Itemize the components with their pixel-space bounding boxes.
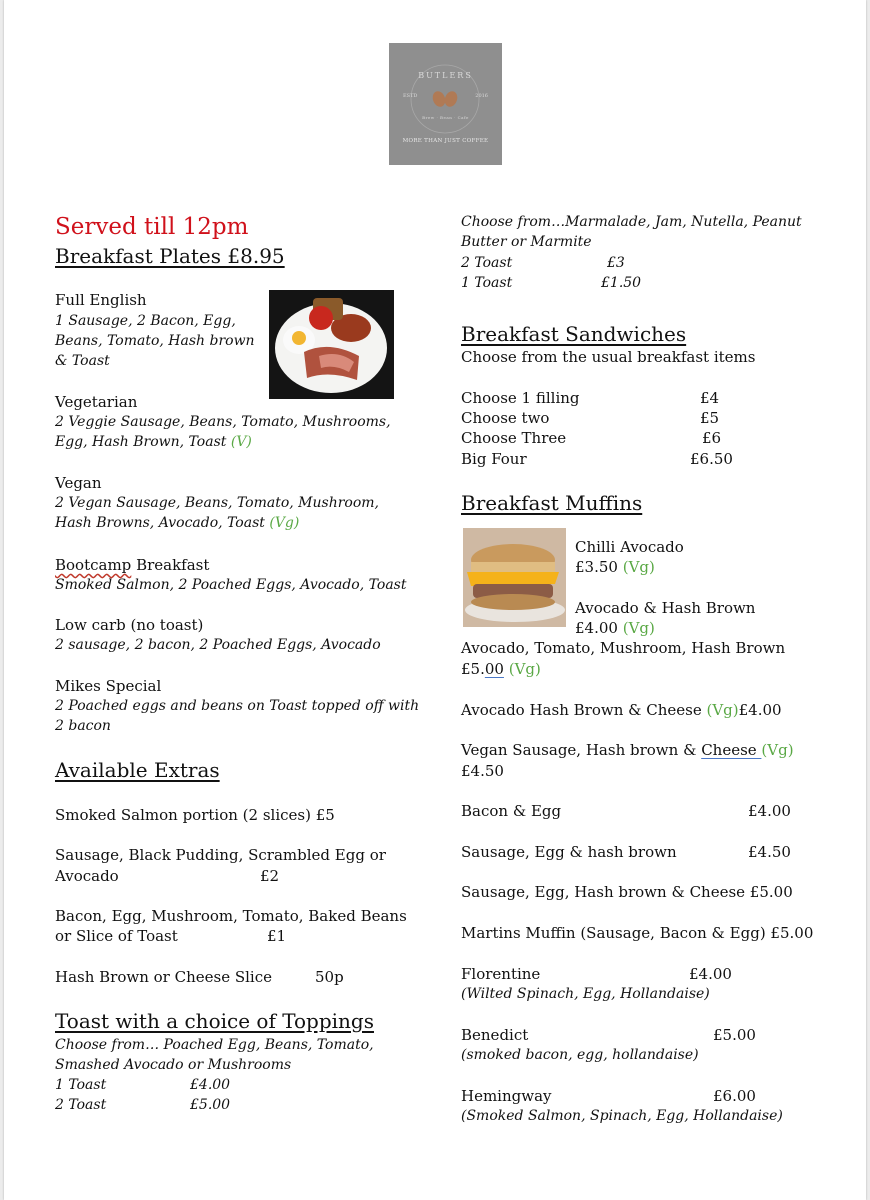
muffin-avocado-hash-name: Avocado & Hash Brown [575, 599, 756, 617]
extra-bacon-price: £1 [267, 927, 287, 945]
muffin-vegan-sausage: Vegan Sausage, Hash brown & Cheese (Vg) [461, 741, 794, 759]
muffin-avocado-tomato-price: £5.00 (Vg) [461, 660, 541, 678]
muffin-martins: Martins Muffin (Sausage, Bacon & Egg) £5.00 [461, 924, 814, 942]
logo-year: 2016 [475, 93, 488, 99]
breakfast-plates-heading: Breakfast Plates £8.95 [55, 244, 285, 268]
benedict-desc: (smoked bacon, egg, hollandaise) [461, 1047, 699, 1063]
muffin-bacon-egg-price: £4.00 [748, 802, 791, 820]
low-carb-name: Low carb (no toast) [55, 616, 204, 634]
sandwiches-sub: Choose from the usual breakfast items [461, 348, 756, 366]
florentine-price: £4.00 [689, 965, 732, 983]
mikes-special-desc-1: 2 Poached eggs and beans on Toast topped off with [55, 698, 420, 714]
muffin-photo [463, 528, 566, 627]
muffin-vegan-sausage-price: £4.50 [461, 762, 504, 780]
muffin-avocado-hash-price: £4.00 (Vg) [575, 619, 655, 637]
muffins-heading: Breakfast Muffins [461, 491, 643, 515]
florentine-name: Florentine [461, 965, 541, 983]
sandwich-4-label: Big Four [461, 450, 527, 468]
sandwich-3-label: Choose Three [461, 429, 567, 447]
logo-est: ESTD [403, 93, 418, 99]
benedict-name: Benedict [461, 1026, 529, 1044]
vegan-desc-2: Hash Browns, Avocado, Toast (Vg) [55, 515, 300, 531]
muffin-sausage-egg-price: £4.50 [748, 843, 791, 861]
vegetarian-tag: (V) [230, 434, 252, 450]
bootcamp-desc: Smoked Salmon, 2 Poached Eggs, Avocado, Toast [55, 577, 407, 593]
plain-toast-1-label: 1 Toast [461, 275, 513, 291]
bootcamp-name: Bootcamp Breakfast [55, 556, 210, 574]
muffin-avocado-tomato-name: Avocado, Tomato, Mushroom, Hash Brown [461, 639, 786, 657]
mikes-special-desc-2: 2 bacon [55, 718, 111, 734]
muffin-avocado-cheese: Avocado Hash Brown & Cheese (Vg)£4.00 [461, 701, 782, 719]
butlers-logo [389, 43, 502, 165]
extra-hash-brown: Hash Brown or Cheese Slice [55, 968, 272, 986]
plain-toast-choose-2: Butter or Marmite [461, 234, 592, 250]
muffin-chilli-avocado-price: £3.50 (Vg) [575, 558, 655, 576]
muffin-sausage-egg-label: Sausage, Egg & hash brown [461, 843, 677, 861]
extra-bacon-line-2: or Slice of Toast [55, 927, 178, 945]
vegetarian-name: Vegetarian [55, 393, 138, 411]
toast-choose-1: Choose from… Poached Egg, Beans, Tomato, [55, 1037, 374, 1053]
muffin-bacon-egg-label: Bacon & Egg [461, 802, 562, 820]
extra-sausage-price: £2 [260, 867, 280, 885]
logo-brand: BUTLERS [418, 71, 473, 80]
toast-choose-2: Smashed Avocado or Mushrooms [55, 1057, 292, 1073]
extra-salmon: Smoked Salmon portion (2 slices) £5 [55, 806, 335, 824]
muffin-sausage-cheese: Sausage, Egg, Hash brown & Cheese £5.00 [461, 883, 793, 901]
low-carb-desc: 2 sausage, 2 bacon, 2 Poached Eggs, Avocado [55, 637, 381, 653]
toast-toppings-heading: Toast with a choice of Toppings [55, 1009, 374, 1033]
hemingway-desc: (Smoked Salmon, Spinach, Egg, Hollandaise) [461, 1108, 783, 1124]
full-english-name: Full English [55, 291, 147, 309]
sandwich-4-price: £6.50 [690, 450, 733, 468]
plain-toast-2-price: £3 [607, 255, 625, 271]
extra-hash-brown-price: 50p [315, 968, 344, 986]
muffin-chilli-avocado-name: Chilli Avocado [575, 538, 684, 556]
extra-sausage-line-1: Sausage, Black Pudding, Scrambled Egg or [55, 846, 386, 864]
toast-1-price: £4.00 [190, 1077, 231, 1093]
logo-tagline-small: Brew · Bean · Cafe [422, 115, 469, 120]
menu-page [4, 0, 866, 1200]
vegetarian-desc-1: 2 Veggie Sausage, Beans, Tomato, Mushrooms, [55, 414, 391, 430]
full-english-photo [269, 290, 394, 399]
benedict-price: £5.00 [713, 1026, 756, 1044]
plain-toast-1-price: £1.50 [601, 275, 642, 291]
vegan-desc-1: 2 Vegan Sausage, Beans, Tomato, Mushroom, [55, 495, 379, 511]
sandwich-1-label: Choose 1 filling [461, 389, 580, 407]
plain-toast-2-label: 2 Toast [461, 255, 513, 271]
hemingway-price: £6.00 [713, 1087, 756, 1105]
vegetarian-desc-2: Egg, Hash Brown, Toast (V) [55, 434, 252, 450]
sandwich-3-price: £6 [702, 429, 722, 447]
plain-toast-choose-1: Choose from…Marmalade, Jam, Nutella, Peanut [461, 214, 802, 230]
toast-2-label: 2 Toast [55, 1097, 107, 1113]
extra-sausage-line-2: Avocado [55, 867, 119, 885]
sandwich-2-price: £5 [700, 409, 720, 427]
toast-2-price: £5.00 [190, 1097, 231, 1113]
florentine-desc: (Wilted Spinach, Egg, Hollandaise) [461, 986, 710, 1002]
sandwich-2-label: Choose two [461, 409, 550, 427]
hemingway-name: Hemingway [461, 1087, 552, 1105]
logo-tagline: MORE THAN JUST COFFEE [402, 138, 489, 144]
sandwiches-heading: Breakfast Sandwiches [461, 322, 687, 346]
full-english-desc-1: 1 Sausage, 2 Bacon, Egg, [55, 313, 236, 329]
available-extras-heading: Available Extras [55, 758, 220, 782]
vegan-tag: (Vg) [269, 515, 300, 531]
mikes-special-name: Mikes Special [55, 677, 162, 695]
toast-1-label: 1 Toast [55, 1077, 107, 1093]
served-till: Served till 12pm [55, 214, 249, 240]
vegan-name: Vegan [55, 474, 102, 492]
full-english-desc-2: Beans, Tomato, Hash brown [55, 333, 255, 349]
sandwich-1-price: £4 [700, 389, 720, 407]
full-english-desc-3: & Toast [55, 353, 110, 369]
extra-bacon-line-1: Bacon, Egg, Mushroom, Tomato, Baked Beans [55, 907, 407, 925]
